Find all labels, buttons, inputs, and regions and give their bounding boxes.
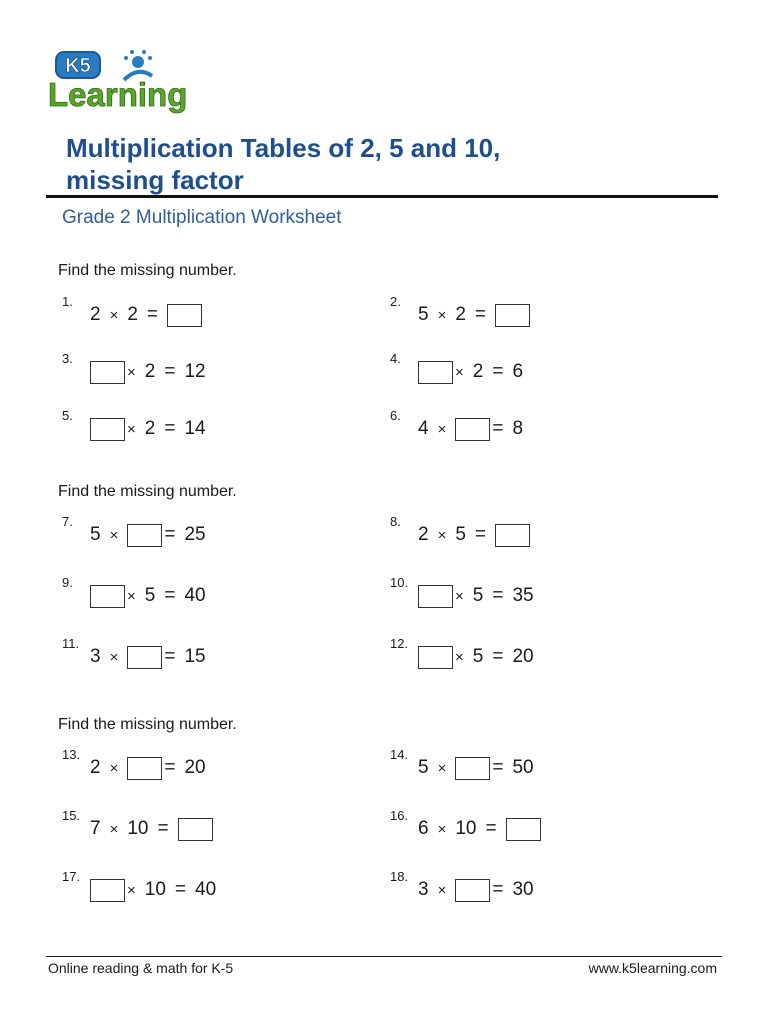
problem-number: 9. bbox=[62, 575, 73, 590]
worksheet-title bbox=[66, 132, 706, 196]
number: 2 bbox=[144, 361, 156, 382]
worksheet-subtitle: Grade 2 Multiplication Worksheet bbox=[62, 207, 342, 228]
number: 5 bbox=[144, 585, 156, 606]
times-sign: × bbox=[437, 820, 447, 838]
equals-sign: = bbox=[492, 757, 504, 778]
number: 40 bbox=[184, 585, 206, 606]
answer-box[interactable] bbox=[495, 304, 530, 327]
equation bbox=[418, 642, 543, 672]
number: 30 bbox=[512, 879, 534, 900]
number: 5 bbox=[472, 585, 484, 606]
number: 6 bbox=[512, 361, 524, 382]
times-sign: × bbox=[437, 420, 447, 438]
number: 10 bbox=[127, 818, 149, 839]
number: 15 bbox=[184, 646, 206, 667]
problem-number: 6. bbox=[390, 408, 401, 423]
equation bbox=[90, 520, 215, 550]
answer-box[interactable] bbox=[90, 361, 125, 384]
equals-sign: = bbox=[164, 585, 176, 606]
number: 5 bbox=[472, 646, 484, 667]
equation bbox=[418, 414, 532, 444]
answer-box[interactable] bbox=[127, 524, 162, 547]
times-sign: × bbox=[437, 526, 447, 544]
equals-sign: = bbox=[164, 418, 176, 439]
equation bbox=[418, 581, 543, 611]
answer-box[interactable] bbox=[90, 879, 125, 902]
problem-number: 8. bbox=[390, 514, 401, 529]
equation bbox=[418, 753, 543, 783]
instruction-text: Find the missing number. bbox=[58, 262, 237, 279]
equation bbox=[90, 753, 215, 783]
answer-box[interactable] bbox=[90, 418, 125, 441]
times-sign: × bbox=[109, 526, 119, 544]
problem-number: 4. bbox=[390, 351, 401, 366]
equals-sign: = bbox=[474, 524, 487, 545]
title-line-2: missing factor bbox=[66, 165, 244, 195]
equals-sign: = bbox=[164, 361, 176, 382]
problem-number: 10. bbox=[390, 575, 409, 590]
equals-sign: = bbox=[492, 585, 504, 606]
times-sign: × bbox=[437, 306, 447, 324]
equation bbox=[418, 520, 532, 550]
number: 2 bbox=[127, 304, 138, 325]
equation bbox=[90, 642, 215, 672]
footer-divider bbox=[46, 956, 722, 957]
number: 2 bbox=[90, 757, 101, 778]
number: 2 bbox=[455, 304, 466, 325]
times-sign: × bbox=[455, 363, 464, 381]
equation bbox=[90, 414, 215, 444]
problem-number: 11. bbox=[62, 636, 80, 651]
equation bbox=[90, 357, 215, 387]
times-sign: × bbox=[127, 420, 136, 438]
number: 4 bbox=[418, 418, 429, 439]
footer-website: www.k5learning.com bbox=[588, 960, 717, 976]
problem-number: 5. bbox=[62, 408, 73, 423]
times-sign: × bbox=[109, 820, 119, 838]
times-sign: × bbox=[127, 587, 136, 605]
k5-learning-logo bbox=[46, 46, 188, 116]
number: 8 bbox=[512, 418, 524, 439]
number: 10 bbox=[455, 818, 477, 839]
number: 3 bbox=[418, 879, 429, 900]
problem-number: 13. bbox=[62, 747, 81, 762]
number: 20 bbox=[184, 757, 206, 778]
times-sign: × bbox=[109, 648, 119, 666]
equals-sign: = bbox=[492, 879, 504, 900]
equation bbox=[90, 875, 225, 905]
times-sign: × bbox=[109, 759, 119, 777]
times-sign: × bbox=[127, 363, 136, 381]
equation bbox=[90, 300, 204, 330]
equals-sign: = bbox=[164, 524, 176, 545]
footer-tagline: Online reading & math for K-5 bbox=[48, 960, 234, 976]
number: 50 bbox=[512, 757, 534, 778]
title-line-1: Multiplication Tables of 2, 5 and 10, bbox=[66, 133, 501, 163]
problem-number: 17. bbox=[62, 869, 81, 884]
number: 5 bbox=[418, 304, 429, 325]
answer-box[interactable] bbox=[418, 646, 453, 669]
number: 2 bbox=[144, 418, 156, 439]
number: 10 bbox=[144, 879, 166, 900]
problem-number: 2. bbox=[390, 294, 401, 309]
times-sign: × bbox=[437, 759, 447, 777]
equals-sign: = bbox=[174, 879, 187, 900]
svg-text:Learning: Learning bbox=[48, 76, 188, 113]
instruction-text: Find the missing number. bbox=[58, 716, 237, 733]
times-sign: × bbox=[455, 648, 464, 666]
answer-box[interactable] bbox=[127, 646, 162, 669]
equals-sign: = bbox=[492, 418, 504, 439]
number: 20 bbox=[512, 646, 534, 667]
equals-sign: = bbox=[485, 818, 497, 839]
problem-number: 14. bbox=[390, 747, 409, 762]
equation bbox=[90, 814, 215, 844]
problem-number: 16. bbox=[390, 808, 409, 823]
equals-sign: = bbox=[474, 304, 487, 325]
equals-sign: = bbox=[164, 757, 176, 778]
equation bbox=[418, 300, 532, 330]
problem-number: 1. bbox=[62, 294, 73, 309]
equals-sign: = bbox=[492, 646, 504, 667]
problem-number: 3. bbox=[62, 351, 73, 366]
number: 6 bbox=[418, 818, 429, 839]
problem-number: 18. bbox=[390, 869, 409, 884]
answer-box[interactable] bbox=[495, 524, 530, 547]
svg-text:K5: K5 bbox=[65, 55, 91, 77]
instruction-text: Find the missing number. bbox=[58, 483, 237, 500]
times-sign: × bbox=[127, 881, 136, 899]
equation bbox=[90, 581, 215, 611]
number: 7 bbox=[90, 818, 101, 839]
answer-box[interactable] bbox=[418, 361, 453, 384]
equation bbox=[418, 814, 543, 844]
number: 3 bbox=[90, 646, 101, 667]
answer-box[interactable] bbox=[455, 418, 490, 441]
equation bbox=[418, 875, 543, 905]
answer-box[interactable] bbox=[418, 585, 453, 608]
number: 2 bbox=[418, 524, 429, 545]
equals-sign: = bbox=[164, 646, 176, 667]
equation bbox=[418, 357, 532, 387]
number: 5 bbox=[90, 524, 101, 545]
number: 5 bbox=[455, 524, 466, 545]
problem-number: 15. bbox=[62, 808, 81, 823]
answer-box[interactable] bbox=[506, 818, 541, 841]
answer-box[interactable] bbox=[127, 757, 162, 780]
equals-sign: = bbox=[157, 818, 169, 839]
problem-number: 7. bbox=[62, 514, 73, 529]
number: 12 bbox=[184, 361, 206, 382]
answer-box[interactable] bbox=[455, 757, 490, 780]
times-sign: × bbox=[109, 306, 119, 324]
answer-box[interactable] bbox=[90, 585, 125, 608]
number: 14 bbox=[184, 418, 206, 439]
number: 5 bbox=[418, 757, 429, 778]
answer-box[interactable] bbox=[455, 879, 490, 902]
answer-box[interactable] bbox=[178, 818, 213, 841]
number: 25 bbox=[184, 524, 206, 545]
number: 35 bbox=[512, 585, 534, 606]
number: 40 bbox=[195, 879, 217, 900]
title-divider bbox=[46, 195, 718, 198]
times-sign: × bbox=[437, 881, 447, 899]
number: 2 bbox=[90, 304, 101, 325]
equals-sign: = bbox=[146, 304, 159, 325]
times-sign: × bbox=[455, 587, 464, 605]
number: 2 bbox=[472, 361, 484, 382]
equals-sign: = bbox=[492, 361, 504, 382]
problem-number: 12. bbox=[390, 636, 409, 651]
answer-box[interactable] bbox=[167, 304, 202, 327]
